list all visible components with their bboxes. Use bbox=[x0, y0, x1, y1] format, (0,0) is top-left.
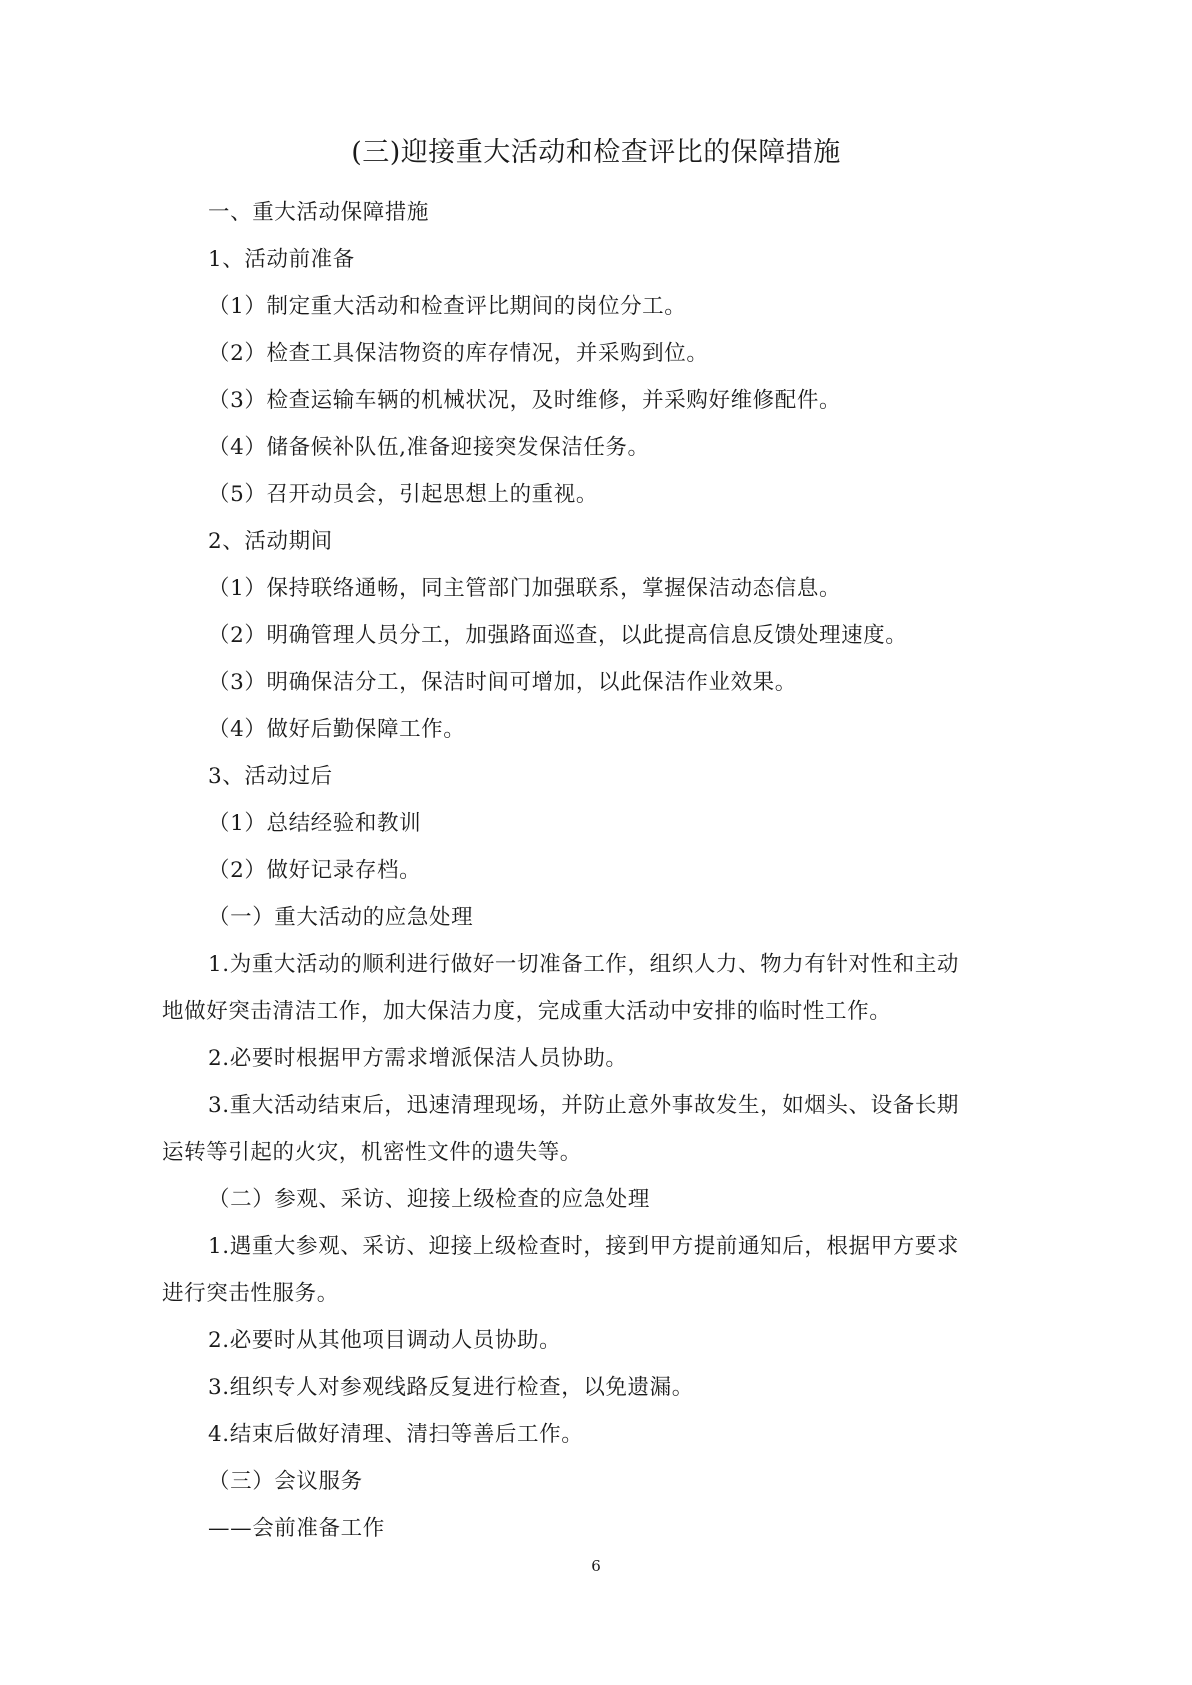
paragraph-line: 进行突击性服务。 bbox=[162, 1281, 339, 1306]
list-item: （2）明确管理人员分工，加强路面巡查，以此提高信息反馈处理速度。 bbox=[208, 623, 908, 648]
document-title: (三)迎接重大活动和检查评比的保障措施 bbox=[351, 137, 841, 168]
paragraph-line: 运转等引起的火灾，机密性文件的遗失等。 bbox=[162, 1140, 582, 1165]
paragraph-line: ——会前准备工作 bbox=[208, 1516, 385, 1541]
list-item: （1）保持联络通畅，同主管部门加强联系，掌握保洁动态信息。 bbox=[208, 576, 842, 601]
paragraph-line: 3.重大活动结束后，迅速清理现场，并防止意外事故发生，如烟头、设备长期 bbox=[208, 1093, 960, 1118]
list-item: （5）召开动员会，引起思想上的重视。 bbox=[208, 482, 598, 507]
list-item: （1）总结经验和教训 bbox=[208, 811, 422, 836]
list-item: （4）储备候补队伍,准备迎接突发保洁任务。 bbox=[208, 435, 650, 460]
section-heading: （三）会议服务 bbox=[208, 1469, 363, 1494]
subsection-heading: 2、活动期间 bbox=[208, 529, 333, 554]
subsection-heading: 3、活动过后 bbox=[208, 764, 333, 789]
paragraph-line: 4.结束后做好清理、清扫等善后工作。 bbox=[208, 1422, 584, 1447]
paragraph-line: 3.组织专人对参观线路反复进行检查，以免遗漏。 bbox=[208, 1375, 694, 1400]
section-heading: （二）参观、采访、迎接上级检查的应急处理 bbox=[208, 1187, 651, 1212]
list-item: （2）做好记录存档。 bbox=[208, 858, 422, 883]
section-heading: （一）重大活动的应急处理 bbox=[208, 905, 474, 930]
paragraph-line: 1.为重大活动的顺利进行做好一切准备工作，组织人力、物力有针对性和主动 bbox=[208, 952, 960, 977]
section-heading: 一、重大活动保障措施 bbox=[208, 200, 430, 225]
paragraph-line: 1.遇重大参观、采访、迎接上级检查时，接到甲方提前通知后，根据甲方要求 bbox=[208, 1234, 960, 1259]
list-item: （4）做好后勤保障工作。 bbox=[208, 717, 466, 742]
paragraph-line: 2.必要时根据甲方需求增派保洁人员协助。 bbox=[208, 1046, 628, 1071]
list-item: （1）制定重大活动和检查评比期间的岗位分工。 bbox=[208, 294, 687, 319]
list-item: （3）检查运输车辆的机械状况，及时维修，并采购好维修配件。 bbox=[208, 388, 842, 413]
page-number: 6 bbox=[591, 1557, 601, 1575]
paragraph-line: 地做好突击清洁工作，加大保洁力度，完成重大活动中安排的临时性工作。 bbox=[162, 999, 892, 1024]
paragraph-line: 2.必要时从其他项目调动人员协助。 bbox=[208, 1328, 562, 1353]
list-item: （2）检查工具保洁物资的库存情况，并采购到位。 bbox=[208, 341, 709, 366]
subsection-heading: 1、活动前准备 bbox=[208, 247, 355, 272]
list-item: （3）明确保洁分工，保洁时间可增加，以此保洁作业效果。 bbox=[208, 670, 797, 695]
